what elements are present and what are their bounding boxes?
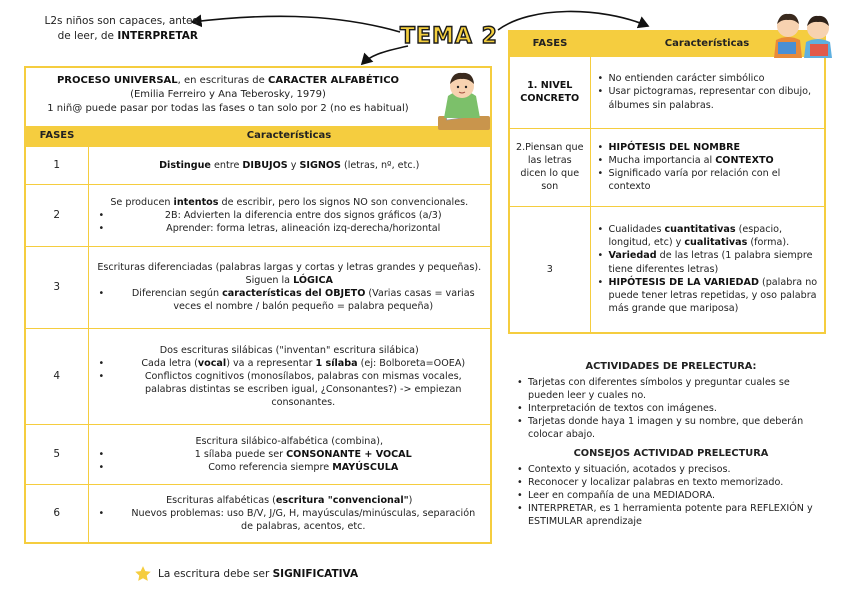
child-writing-illustration [432, 66, 494, 134]
table-row: 2 Se producen intentos de escribir, pero los signos NO son convencionales. • 2B: Advierten la diferencia entre dos signos gráficos (a/3) • Aprender: forma letras, alineación izq-derecha/horizontal [26, 184, 490, 246]
activities-section [516, 360, 826, 528]
arrow-to-right-table [498, 11, 648, 30]
activities-title: ACTIVIDADES DE PRELECTURA: [585, 361, 757, 372]
page-title: TEMA 2 [400, 24, 498, 49]
right-col-fases: FASES [510, 32, 590, 56]
table-row: 2.Piensan que las letras dicen lo que son • HIPÓTESIS DEL NOMBRE • Mucha importancia al CONTEXTO • Significado varía por relación con el contexto [510, 128, 824, 206]
list-item: • INTERPRETAR, es 1 herramienta potente para REFLEXIÓN y ESTIMULAR aprendizaje [516, 502, 826, 528]
note-line-1: L2s niños son capaces, antes [44, 15, 198, 27]
list-item: • Tarjetas donde haya 1 imagen y su nombre, que deberán colocar abajo. [516, 415, 826, 441]
list-item: • Tarjetas con diferentes símbolos y preguntar cuales se pueden leer y cuales no. [516, 376, 826, 402]
star-icon [134, 565, 152, 583]
arrow-to-note [192, 16, 400, 32]
table-row: 5 Escritura silábico-alfabética (combina), • 1 sílaba puede ser CONSONANTE + VOCAL • Como referencia siempre MAYÚSCULA [26, 424, 490, 484]
left-col-caracteristicas: Características [88, 126, 490, 146]
intro-note [28, 14, 198, 44]
list-item: • Interpretación de textos con imágenes. [516, 402, 826, 415]
list-item: • Leer en compañía de una MEDIADORA. [516, 489, 826, 502]
left-table [24, 66, 492, 544]
note-line-2: de leer, de INTERPRETAR [57, 30, 198, 42]
table-row: 6 Escrituras alfabéticas (escritura "convencional") • Nuevos problemas: uso B/V, J/G, H, mayúsculas/minúsculas, separación de palabras, acentos, etc. [26, 484, 490, 542]
children-reading-illustration [770, 10, 840, 60]
table-row: 1. NIVEL CONCRETO • No entienden carácter simbólico • Usar pictogramas, representar con dibujo, álbumes sin palabras. [510, 56, 824, 128]
list-item: • Contexto y situación, acotados y precisos. [516, 463, 826, 476]
right-col-caracteristicas: Características [590, 32, 824, 56]
table-row: 1 Distingue entre DIBUJOS y SIGNOS (letras, nº, etc.) [26, 146, 490, 184]
footer-note: La escritura debe ser SIGNIFICATIVA [134, 565, 358, 583]
table-row: 4 Dos escrituras silábicas ("inventan" escritura silábica) • Cada letra (vocal) va a representar 1 sílaba (ej: Bolboreta=OOEA) • Conflictos cognitivos (monosílabos, palabras con mismas vocales, palabras distintas se escriben igual, ¿Consonantes?) -> empiezan consonantes. [26, 328, 490, 424]
table-row: 3 • Cualidades cuantitativas (espacio, longitud, etc) y cualitativas (forma). • Variedad de las letras (1 palabra siempre tiene diferentes letras) • HIPÓTESIS DE LA VARIEDAD (palabra no puede tener letras repetidas, y oso palabra más grande que mariposa) [510, 206, 824, 332]
list-item: • Reconocer y localizar palabras en texto memorizado. [516, 476, 826, 489]
process-intro: PROCESO UNIVERSAL, en escrituras de CARACTER ALFABÉTICO (Emilia Ferreiro y Ana Teberosky, 1979) 1 niñ@ puede pasar por todas las fases o tan solo por 2 (no es habitual) [47, 75, 409, 114]
left-col-fases: FASES [26, 126, 88, 146]
right-table [508, 30, 826, 334]
table-row: 3 Escrituras diferenciadas (palabras largas y cortas y letras grandes y pequeñas). Siguen la LÓGICA • Diferencian según características del OBJETO (Varias casas = varias veces el nombre / balón pequeño = palabra pequeña) [26, 246, 490, 328]
advice-title: CONSEJOS ACTIVIDAD PRELECTURA [573, 448, 769, 459]
